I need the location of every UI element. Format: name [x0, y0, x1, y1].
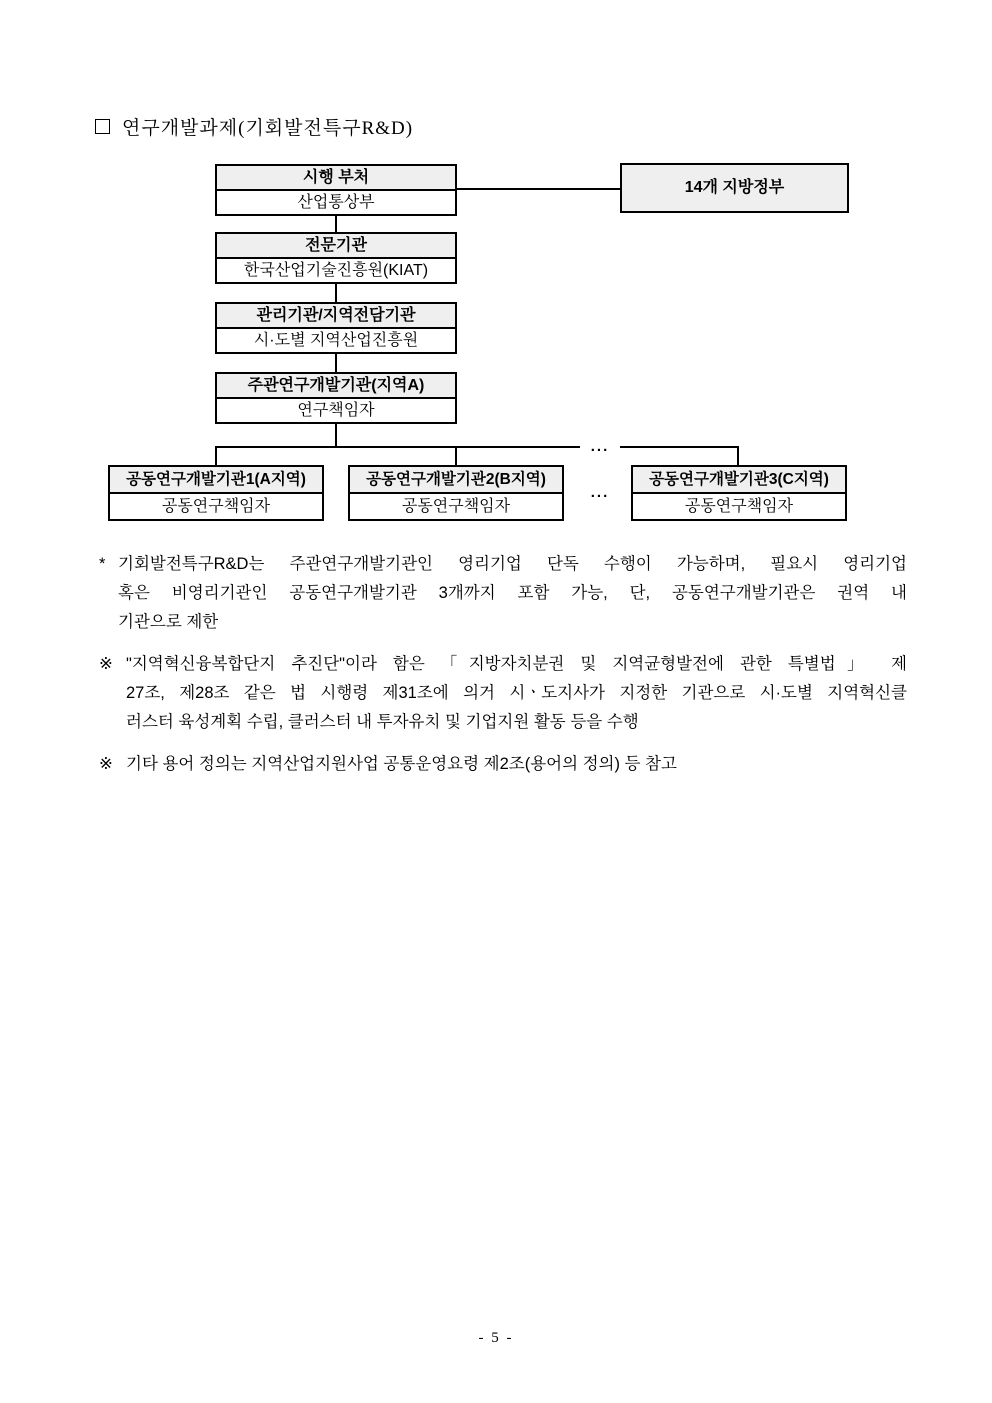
ellipsis-rail: ...	[582, 440, 618, 454]
org-box-ministry-role: 시행 부처	[217, 166, 455, 191]
connector-rail-left	[216, 446, 580, 448]
checkbox-icon	[95, 119, 110, 134]
footnote-2-line: "지역혁신융복합단지 추진단"이라 함은 「지방자치분권 및 지역균형발전에 관한 특별법」 제	[126, 655, 907, 673]
org-box-ministry	[215, 164, 457, 216]
footnote-1-line: 기회발전특구R&D는 주관연구개발기관인 영리기업 단독 수행이 가능하며, 필요시 영리기업	[118, 555, 907, 573]
org-box-agency-role: 전문기관	[217, 234, 455, 259]
org-box-partner1-name: 공동연구책임자	[161, 498, 271, 515]
footnote-1	[99, 550, 907, 637]
org-box-lead-institution-role: 주관연구개발기관(지역A)	[217, 374, 455, 399]
org-box-lead-institution-name: 연구책임자	[297, 402, 375, 419]
footnote-1-line: 기관으로 제한	[118, 613, 219, 631]
page-number: - 5 -	[478, 1330, 514, 1346]
footnote-2-marker: ※	[99, 655, 113, 673]
org-box-partner3	[631, 465, 847, 521]
connector-drop-partner1	[215, 446, 217, 465]
org-box-managing-institution-role: 관리기관/지역전담기관	[217, 304, 455, 329]
org-box-partner3-role: 공동연구개발기관3(C지역)	[633, 467, 845, 494]
org-box-local-governments	[620, 163, 849, 213]
org-box-managing-institution-name: 시·도별 지역산업진흥원	[253, 332, 419, 349]
footnote-3-line: 기타 용어 정의는 지역산업지원사업 공통운영요령 제2조(용어의 정의) 등 참고	[126, 755, 677, 773]
org-box-partner1-role: 공동연구개발기관1(A지역)	[110, 467, 322, 494]
footnote-1-line: 혹은 비영리기관인 공동연구개발기관 3개까지 포함 가능, 단, 공동연구개발기관은 권역 내	[118, 584, 907, 602]
org-box-partner2-role: 공동연구개발기관2(B지역)	[350, 467, 562, 494]
page-title: 연구개발과제(기회발전특구R&D)	[122, 117, 414, 139]
org-box-agency-name: 한국산업기술진흥원(KIAT)	[243, 262, 429, 279]
footnote-3-marker: ※	[99, 755, 113, 773]
org-box-partner2-name: 공동연구책임자	[401, 498, 511, 515]
footnote-2-line: 러스터 육성계획 수립, 클러스터 내 투자유치 및 기업지원 활동 등을 수행	[126, 713, 639, 731]
org-box-managing-institution	[215, 302, 457, 354]
connector-agency-managing	[335, 284, 337, 302]
footnote-2-line: 27조, 제28조 같은 법 시행령 제31조에 의거 시ㆍ도지사가 지정한 기관으로 시·도별 지역혁신클	[126, 684, 907, 702]
connector-rail-right	[620, 446, 739, 448]
org-box-agency	[215, 232, 457, 284]
footnotes	[99, 550, 907, 792]
section-heading	[95, 112, 413, 140]
connector-lead-rail	[335, 424, 337, 447]
org-box-partner1	[108, 465, 324, 521]
connector-ministry-agency	[335, 216, 337, 232]
org-box-lead-institution	[215, 372, 457, 424]
connector-ministry-localgov	[457, 188, 620, 190]
ellipsis-partners: ...	[582, 486, 618, 500]
connector-drop-partner3	[737, 446, 739, 465]
org-box-partner2	[348, 465, 564, 521]
footnote-3	[99, 750, 907, 779]
org-box-partner3-name: 공동연구책임자	[684, 498, 794, 515]
org-box-ministry-name: 산업통상부	[297, 194, 375, 211]
footnote-1-marker: *	[99, 555, 106, 573]
footnote-2	[99, 650, 907, 737]
org-box-local-governments-label: 14개 지방정부	[684, 179, 785, 196]
connector-managing-lead	[335, 354, 337, 372]
connector-drop-partner2	[455, 446, 457, 465]
